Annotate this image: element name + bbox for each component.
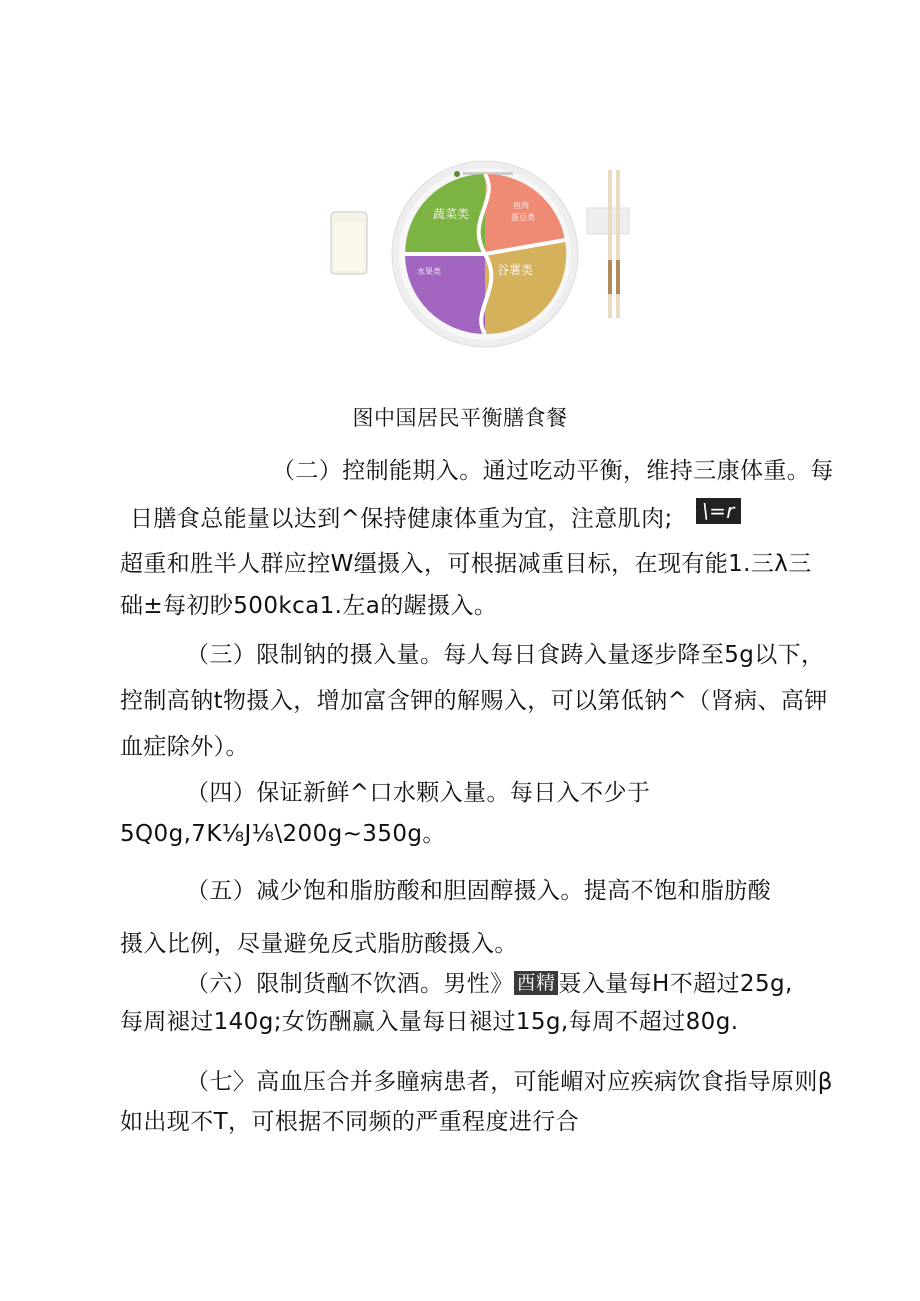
paragraph-line: （三）限制钠的摄入量。每人每日食踌入量逐步降至5g以下， bbox=[186, 642, 825, 668]
paragraph-line: 控制高钠t物摄入，增加富含钾的解赐入，可以第低钠^（肾病、高钾 bbox=[120, 688, 828, 714]
paragraph-line: 摄入比例，尽量避免反式脂肪酸摄入。 bbox=[120, 931, 518, 957]
segment-label-grain: 谷薯类 bbox=[497, 263, 534, 277]
paragraph-line: 血症除外）。 bbox=[120, 734, 249, 760]
logo-dot-icon bbox=[454, 171, 460, 177]
paragraph-line: 如出现不T，可根据不同频的严重程度进行合 bbox=[120, 1109, 580, 1135]
paragraph-line: （二）控制能期入。通过吃动平衡，维持三康体重。每 bbox=[272, 458, 834, 484]
figure-caption: 图中国居民平衡膳食餐 bbox=[352, 406, 568, 430]
segment-label-fish-1: 鱼肉 bbox=[513, 201, 529, 210]
segment-label-vegetables: 蔬菜类 bbox=[433, 207, 470, 221]
segment-fruit bbox=[405, 254, 485, 334]
paragraph-line: 超重和胜半人群应控W缰摄入，可根据减重目标，在现有能1.三λ三 bbox=[120, 551, 812, 577]
paragraph-line: （四）保证新鲜^口水颗入量。每日入不少于 bbox=[186, 780, 651, 806]
inline-image-badge: 酉精 bbox=[514, 971, 559, 995]
segment-grain bbox=[485, 240, 566, 334]
paragraph-line: （七〉高血压合并多瞳病患者，可能嵋对应疾病饮食指导原则β bbox=[186, 1069, 833, 1095]
paragraph-line: 日膳食总能量以达到^保持健康体重为宜，注意肌肉; bbox=[130, 506, 673, 532]
paragraph-line bbox=[186, 965, 793, 998]
inline-image-badge bbox=[696, 498, 741, 526]
paragraph-line: 每周褪过140g;女饬酬赢入量每日褪过15g,每周不超过80g. bbox=[120, 1009, 739, 1035]
paragraph-segment: （六）限制货酗不饮酒。男性》 bbox=[186, 971, 514, 997]
balanced-diet-plate-figure bbox=[325, 160, 645, 348]
badge-text: \=r bbox=[696, 498, 741, 524]
milk-glass-icon bbox=[331, 212, 367, 274]
segment-label-fish-2: 蛋豆类 bbox=[511, 213, 535, 222]
paragraph-line: 5Q0g,7K⅛J⅛\200g~350g。 bbox=[120, 821, 446, 847]
paragraph-segment: 聂入量每H不超过25g, bbox=[558, 971, 793, 997]
chopsticks-icon bbox=[587, 170, 629, 318]
segment-label-fruit: 水果类 bbox=[417, 267, 441, 276]
paragraph-line: （五）减少饱和脂肪酸和胆固醇摄入。提高不饱和脂肪酸 bbox=[186, 878, 771, 904]
paragraph-line: 础±每初眇500kca1.左a的龌摄入。 bbox=[120, 593, 498, 619]
diet-plate-illustration bbox=[325, 160, 645, 348]
